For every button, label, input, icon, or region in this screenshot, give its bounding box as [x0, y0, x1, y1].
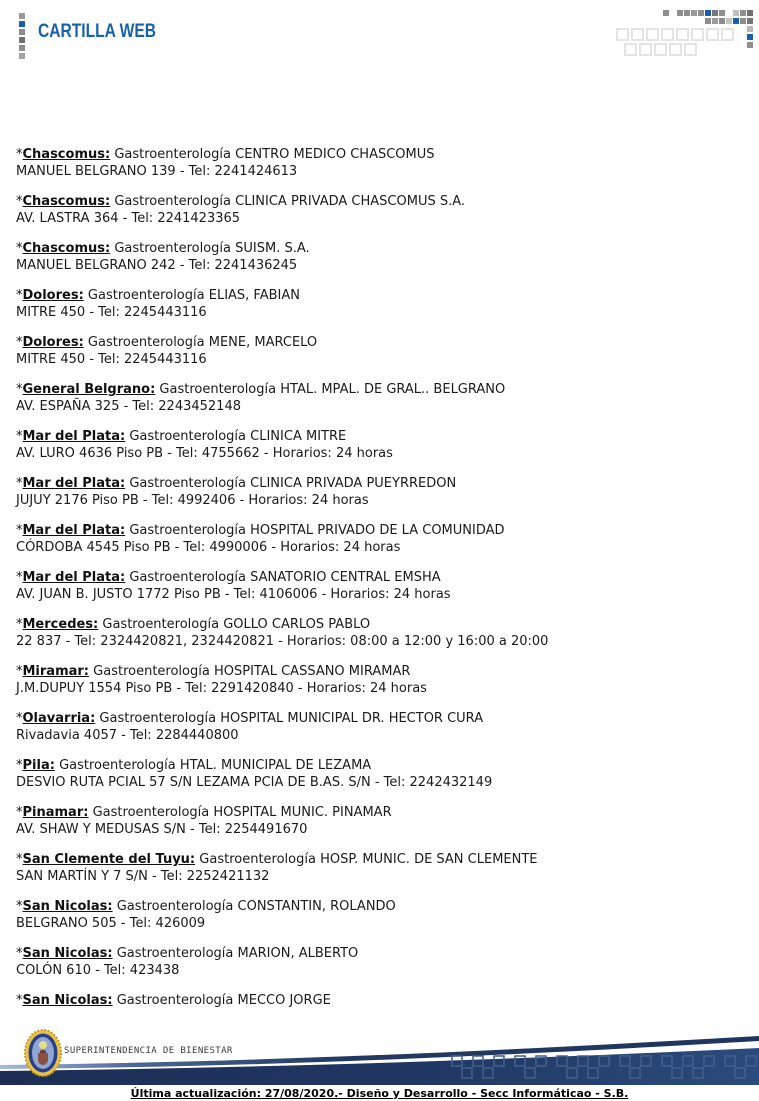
- provider-entry: [16, 428, 743, 462]
- entry-provider: CONSTANTIN, ROLANDO: [237, 899, 396, 914]
- entry-detail: 22 837 - Tel: 2324420821, 2324420821 - Horarios: 08:00 a 12:00 y 16:00 a 20:00: [16, 634, 549, 649]
- entry-provider: ELIAS, FABIAN: [208, 288, 300, 303]
- entry-provider: CENTRO MEDICO CHASCOMUS: [235, 147, 435, 162]
- entry-bullet: *: [16, 758, 23, 773]
- provider-entry: [16, 663, 743, 697]
- entry-city: San Nicolas:: [22, 946, 113, 961]
- entry-detail: MANUEL BELGRANO 139 - Tel: 2241424613: [16, 164, 298, 179]
- entry-specialty: Gastroenterología: [87, 288, 205, 303]
- entry-detail: AV. SHAW Y MEDUSAS S/N - Tel: 2254491670: [16, 822, 308, 837]
- entry-provider: HOSPITAL PRIVADO DE LA COMUNIDAD: [250, 523, 505, 538]
- entry-city: Mar del Plata:: [22, 570, 126, 585]
- entry-detail: AV. ESPAÑA 325 - Tel: 2243452148: [16, 399, 241, 414]
- entry-bullet: *: [16, 523, 23, 538]
- entry-provider: CLINICA PRIVADA CHASCOMUS S.A.: [235, 194, 466, 209]
- entry-detail: MANUEL BELGRANO 242 - Tel: 2241436245: [16, 258, 298, 273]
- provider-entry: [16, 522, 743, 556]
- entry-detail: AV. LASTRA 364 - Tel: 2241423365: [16, 211, 241, 226]
- provider-entry: [16, 992, 743, 1009]
- entry-bullet: *: [16, 382, 23, 397]
- page-title: CARTILLA WEB: [38, 21, 156, 42]
- entry-bullet: *: [16, 805, 23, 820]
- entry-bullet: *: [16, 946, 23, 961]
- entry-headline: [16, 475, 743, 492]
- entry-bullet: *: [16, 711, 23, 726]
- entry-detail: AV. LURO 4636 Piso PB - Tel: 4755662 - Horarios: 24 horas: [16, 446, 393, 461]
- entry-detail: BELGRANO 505 - Tel: 426009: [16, 916, 206, 931]
- entry-city: Mar del Plata:: [22, 429, 126, 444]
- entry-headline: [16, 757, 743, 774]
- entry-headline: [16, 428, 743, 445]
- entry-city: Pila:: [22, 758, 55, 773]
- entry-provider: SUISM. S.A.: [235, 241, 310, 256]
- entry-bullet: *: [16, 194, 23, 209]
- entry-city: Chascomus:: [22, 241, 111, 256]
- entry-bullet: *: [16, 664, 23, 679]
- entry-city: San Nicolas:: [22, 899, 113, 914]
- entry-city: San Nicolas:: [22, 993, 113, 1008]
- provider-entry: [16, 146, 743, 180]
- entry-detail: MITRE 450 - Tel: 2245443116: [16, 305, 207, 320]
- mosaic-filled-squares-icon: [663, 10, 669, 16]
- superintendencia-crest-icon: [24, 1028, 62, 1078]
- entry-bullet: *: [16, 852, 23, 867]
- entry-specialty: Gastroenterología: [99, 711, 217, 726]
- entry-bullet: *: [16, 147, 23, 162]
- entry-bullet: *: [16, 288, 23, 303]
- entry-bullet: *: [16, 335, 23, 350]
- entry-specialty: Gastroenterología: [92, 805, 210, 820]
- entry-headline: [16, 851, 743, 868]
- entry-bullet: *: [16, 617, 23, 632]
- provider-list: [16, 60, 743, 1022]
- entry-detail: SAN MARTÍN Y 7 S/N - Tel: 2252421132: [16, 869, 270, 884]
- entry-specialty: Gastroenterología: [129, 476, 247, 491]
- entry-city: Miramar:: [22, 664, 90, 679]
- page-footer: [0, 1028, 759, 1101]
- entry-provider: CLINICA MITRE: [250, 429, 347, 444]
- entry-provider: CLINICA PRIVADA PUEYRREDON: [250, 476, 457, 491]
- entry-specialty: Gastroenterología: [129, 570, 247, 585]
- provider-entry: [16, 475, 743, 509]
- logo-squares-icon: [19, 13, 25, 19]
- provider-entry: [16, 240, 743, 274]
- entry-headline: [16, 710, 743, 727]
- entry-provider: MECCO JORGE: [237, 993, 331, 1008]
- organization-name: SUPERINTENDENCIA DE BIENESTAR: [64, 1046, 233, 1056]
- entry-headline: [16, 992, 743, 1009]
- entry-detail: DESVIO RUTA PCIAL 57 S/N LEZAMA PCIA DE B.AS. S/N - Tel: 2242432149: [16, 775, 493, 790]
- entry-city: Dolores:: [22, 335, 84, 350]
- entry-headline: [16, 193, 743, 210]
- entry-bullet: *: [16, 993, 23, 1008]
- entry-specialty: Gastroenterología: [114, 147, 231, 162]
- page-header: [0, 0, 759, 60]
- entry-specialty: Gastroenterología: [116, 946, 234, 961]
- entry-city: Mar del Plata:: [22, 523, 126, 538]
- entry-headline: [16, 616, 743, 633]
- provider-entry: [16, 945, 743, 979]
- entry-specialty: Gastroenterología: [129, 429, 247, 444]
- entry-provider: HTAL. MPAL. DE GRAL.. BELGRANO: [280, 382, 506, 397]
- entry-detail: AV. JUAN B. JUSTO 1772 Piso PB - Tel: 4106006 - Horarios: 24 horas: [16, 587, 451, 602]
- entry-headline: [16, 334, 743, 351]
- entry-bullet: *: [16, 429, 23, 444]
- entry-city: Mercedes:: [22, 617, 99, 632]
- entry-city: San Clemente del Tuyu:: [22, 852, 196, 867]
- entry-headline: [16, 240, 743, 257]
- entry-specialty: Gastroenterología: [159, 382, 277, 397]
- provider-entry: [16, 898, 743, 932]
- entry-specialty: Gastroenterología: [87, 335, 205, 350]
- entry-headline: [16, 287, 743, 304]
- provider-entry: [16, 710, 743, 744]
- entry-specialty: Gastroenterología: [114, 241, 231, 256]
- entry-provider: MENE, MARCELO: [208, 335, 318, 350]
- header-mosaic-decoration: [614, 0, 759, 60]
- entry-provider: HOSPITAL MUNIC. PINAMAR: [213, 805, 392, 820]
- entry-headline: [16, 569, 743, 586]
- entry-provider: SANATORIO CENTRAL EMSHA: [250, 570, 441, 585]
- provider-entry: [16, 334, 743, 368]
- entry-bullet: *: [16, 476, 23, 491]
- entry-bullet: *: [16, 241, 23, 256]
- provider-entry: [16, 287, 743, 321]
- provider-entry: [16, 569, 743, 603]
- entry-headline: [16, 522, 743, 539]
- entry-detail: MITRE 450 - Tel: 2245443116: [16, 352, 207, 367]
- entry-headline: [16, 945, 743, 962]
- mosaic-outline-row: [624, 43, 699, 56]
- entry-specialty: Gastroenterología: [199, 852, 316, 867]
- provider-entry: [16, 616, 743, 650]
- entry-provider: HOSPITAL MUNICIPAL DR. HECTOR CURA: [220, 711, 484, 726]
- entry-city: General Belgrano:: [22, 382, 156, 397]
- entry-city: Chascomus:: [22, 194, 111, 209]
- entry-specialty: Gastroenterología: [102, 617, 220, 632]
- entry-headline: [16, 804, 743, 821]
- entry-city: Dolores:: [22, 288, 84, 303]
- provider-entry: [16, 381, 743, 415]
- entry-bullet: *: [16, 570, 23, 585]
- entry-detail: CÓRDOBA 4545 Piso PB - Tel: 4990006 - Horarios: 24 horas: [16, 540, 401, 555]
- entry-detail: COLÓN 610 - Tel: 423438: [16, 963, 180, 978]
- entry-city: Pinamar:: [22, 805, 89, 820]
- entry-bullet: *: [16, 899, 23, 914]
- entry-city: Olavarria:: [22, 711, 96, 726]
- entry-detail: Rivadavia 4057 - Tel: 2284440800: [16, 728, 239, 743]
- entry-city: Mar del Plata:: [22, 476, 126, 491]
- provider-entry: [16, 851, 743, 885]
- entry-provider: GOLLO CARLOS PABLO: [223, 617, 371, 632]
- entry-provider: HOSPITAL CASSANO MIRAMAR: [213, 664, 411, 679]
- entry-city: Chascomus:: [22, 147, 111, 162]
- entry-detail: JUJUY 2176 Piso PB - Tel: 4992406 - Horarios: 24 horas: [16, 493, 369, 508]
- last-update-note: Última actualización: 27/08/2020.- Diseño y Desarrollo - Secc Informáticao - S.B.: [130, 1087, 629, 1100]
- entry-specialty: Gastroenterología: [116, 899, 234, 914]
- entry-provider: HOSP. MUNIC. DE SAN CLEMENTE: [320, 852, 538, 867]
- mosaic-outline-row: [616, 28, 736, 41]
- footer-swoosh-decoration: [0, 1036, 759, 1086]
- entry-specialty: Gastroenterología: [93, 664, 210, 679]
- entry-headline: [16, 381, 743, 398]
- entry-headline: [16, 898, 743, 915]
- provider-entry: [16, 804, 743, 838]
- entry-provider: HTAL. MUNICIPAL DE LEZAMA: [179, 758, 372, 773]
- entry-headline: [16, 663, 743, 680]
- entry-provider: MARION, ALBERTO: [237, 946, 359, 961]
- entry-detail: J.M.DUPUY 1554 Piso PB - Tel: 2291420840 - Horarios: 24 horas: [16, 681, 427, 696]
- entry-headline: [16, 146, 743, 163]
- entry-specialty: Gastroenterología: [129, 523, 247, 538]
- entry-specialty: Gastroenterología: [59, 758, 176, 773]
- provider-entry: [16, 757, 743, 791]
- provider-entry: [16, 193, 743, 227]
- entry-specialty: Gastroenterología: [114, 194, 231, 209]
- entry-specialty: Gastroenterología: [116, 993, 234, 1008]
